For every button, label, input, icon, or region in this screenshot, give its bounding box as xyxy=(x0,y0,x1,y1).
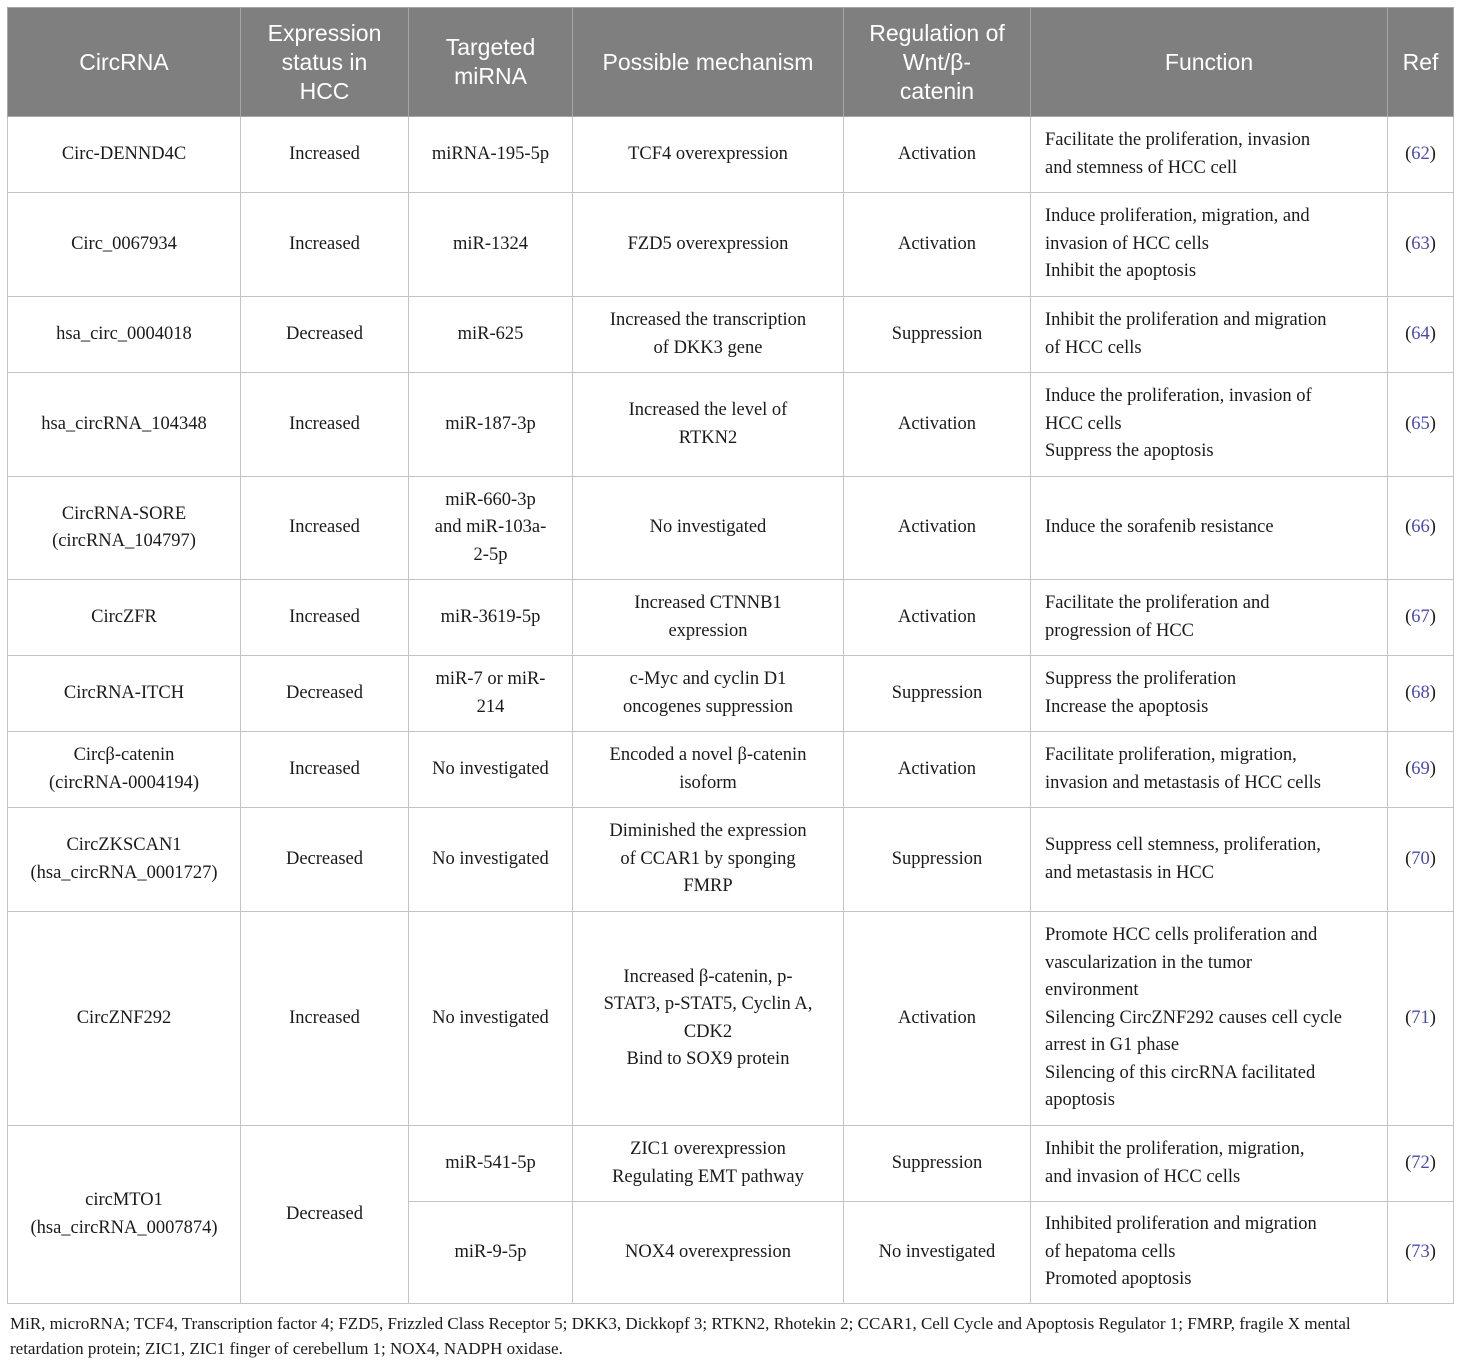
cell-mirna-line: and miR-103a- xyxy=(434,517,547,538)
cell-function-line: Increase the apoptosis xyxy=(1045,696,1209,717)
cell-mechanism-line: FMRP xyxy=(683,876,733,897)
cell-regulation xyxy=(844,808,1031,912)
cell-function xyxy=(1031,1202,1388,1304)
cell-mirna-line: miR-9-5p xyxy=(454,1241,527,1262)
reference-link[interactable]: 65 xyxy=(1411,413,1430,434)
table-row xyxy=(8,193,1454,297)
cell-ref: (64) xyxy=(1388,297,1454,373)
cell-regulation xyxy=(844,117,1031,193)
cell-function-line: apoptosis xyxy=(1045,1090,1115,1111)
cell-circrna-line: Circβ-catenin xyxy=(73,745,175,765)
circrna-table xyxy=(7,7,1454,1304)
cell-mechanism-line: Increased the level of xyxy=(628,400,788,420)
header-expression-status: Expression status in HCC xyxy=(241,8,409,117)
cell-expression xyxy=(241,373,409,477)
table-row xyxy=(8,117,1454,193)
cell-function-line: invasion of HCC cells xyxy=(1045,233,1209,254)
cell-function-line: Silencing CircZNF292 causes cell cycle xyxy=(1045,1007,1342,1028)
cell-mirna-line: miR-541-5p xyxy=(445,1152,536,1173)
cell-mirna-line: miR-660-3p xyxy=(445,489,536,510)
table-body xyxy=(8,117,1454,1304)
cell-function-line: and metastasis in HCC xyxy=(1045,862,1215,883)
table-row xyxy=(8,912,1454,1126)
cell-regulation-line: Activation xyxy=(897,233,977,254)
cell-function-line: invasion and metastasis of HCC cells xyxy=(1045,772,1321,793)
table-row xyxy=(8,732,1454,808)
cell-function-line: Inhibit the proliferation, migration, xyxy=(1045,1139,1305,1159)
reference-link[interactable]: 71 xyxy=(1411,1007,1430,1028)
cell-mirna-line: No investigated xyxy=(432,758,549,779)
cell-function-line: arrest in G1 phase xyxy=(1045,1035,1180,1056)
cell-mirna-line: 214 xyxy=(476,696,505,717)
cell-function-line: Induce proliferation, migration, and xyxy=(1045,206,1310,227)
cell-function-line: vascularization in the tumor xyxy=(1045,952,1253,973)
cell-mechanism xyxy=(573,117,844,193)
cell-ref: (71) xyxy=(1388,912,1454,1126)
cell-ref: (67) xyxy=(1388,580,1454,656)
cell-mechanism xyxy=(573,656,844,732)
table-row xyxy=(8,477,1454,580)
reference-link[interactable]: 68 xyxy=(1411,682,1430,703)
cell-mechanism-line: RTKN2 xyxy=(678,427,738,448)
cell-mechanism-line: FZD5 overexpression xyxy=(627,233,789,254)
cell-expression-line: Decreased xyxy=(285,848,364,869)
cell-function-line: environment xyxy=(1045,980,1139,1001)
cell-circrna-line: (circRNA_104797) xyxy=(52,531,196,551)
cell-mechanism-line: Increased CTNNB1 xyxy=(634,593,782,613)
cell-mechanism xyxy=(573,808,844,912)
cell-mirna xyxy=(409,912,573,1126)
header-regulation: Regulation of Wnt/β- catenin xyxy=(844,8,1031,117)
cell-regulation xyxy=(844,912,1031,1126)
cell-function-line: Silencing of this circRNA facilitated xyxy=(1045,1062,1316,1083)
cell-ref: (69) xyxy=(1388,732,1454,808)
cell-circrna-line: circMTO1 xyxy=(85,1190,163,1210)
cell-circrna-line: CircZFR xyxy=(91,606,157,627)
cell-mirna-line: miR-7 or miR- xyxy=(435,669,546,689)
cell-function-line: Suppress the apoptosis xyxy=(1045,441,1214,462)
cell-circrna-line: Circ-DENND4C xyxy=(61,143,187,164)
cell-expression-line: Increased xyxy=(289,143,360,164)
cell-circrna-line: hsa_circ_0004018 xyxy=(56,323,192,344)
cell-function xyxy=(1031,656,1388,732)
cell-expression xyxy=(241,732,409,808)
cell-mirna xyxy=(409,117,573,193)
cell-function xyxy=(1031,117,1388,193)
cell-mirna xyxy=(409,580,573,656)
cell-mirna-line: 2-5p xyxy=(473,544,508,565)
cell-mechanism xyxy=(573,732,844,808)
cell-mechanism-line: Increased β-catenin, p- xyxy=(623,966,793,987)
reference-link[interactable]: 69 xyxy=(1411,758,1430,779)
cell-circrna-line: CircRNA-ITCH xyxy=(63,682,185,703)
cell-ref: (65) xyxy=(1388,373,1454,477)
cell-mirna-line: miR-3619-5p xyxy=(440,606,541,627)
cell-regulation xyxy=(844,656,1031,732)
cell-mechanism xyxy=(573,580,844,656)
cell-regulation-line: Suppression xyxy=(891,848,983,869)
cell-function xyxy=(1031,297,1388,373)
header-row xyxy=(8,8,1454,117)
header-ref: Ref xyxy=(1388,8,1454,117)
cell-mechanism-line: ZIC1 overexpression xyxy=(630,1139,786,1159)
cell-circrna xyxy=(8,732,241,808)
cell-regulation-line: Activation xyxy=(897,1007,977,1028)
cell-expression xyxy=(241,580,409,656)
cell-function-line: Suppress the proliferation xyxy=(1045,669,1237,689)
cell-mirna xyxy=(409,297,573,373)
cell-mechanism-line: Regulating EMT pathway xyxy=(612,1166,804,1187)
cell-circrna xyxy=(8,912,241,1126)
cell-regulation xyxy=(844,297,1031,373)
cell-expression xyxy=(241,912,409,1126)
cell-function-line: Facilitate proliferation, migration, xyxy=(1045,745,1297,765)
cell-circrna xyxy=(8,193,241,297)
cell-circrna-line: CircRNA-SORE xyxy=(61,503,187,524)
cell-expression xyxy=(241,477,409,580)
cell-mirna-line: miRNA-195-5p xyxy=(431,143,550,164)
cell-expression xyxy=(241,117,409,193)
cell-function xyxy=(1031,193,1388,297)
header-targeted-mirna: Targeted miRNA xyxy=(409,8,573,117)
cell-mechanism xyxy=(573,477,844,580)
table-row xyxy=(8,297,1454,373)
reference-link[interactable]: 70 xyxy=(1411,848,1430,869)
cell-mirna xyxy=(409,732,573,808)
cell-function xyxy=(1031,732,1388,808)
table-row xyxy=(8,656,1454,732)
cell-function-line: progression of HCC xyxy=(1045,620,1195,641)
reference-link[interactable]: 62 xyxy=(1411,143,1430,164)
cell-mirna xyxy=(409,373,573,477)
cell-mechanism-line: of DKK3 gene xyxy=(653,337,763,358)
cell-mechanism-line: Bind to SOX9 protein xyxy=(626,1049,790,1069)
cell-regulation-line: Activation xyxy=(897,143,977,164)
cell-expression xyxy=(241,808,409,912)
header-circrna: CircRNA xyxy=(8,8,241,117)
cell-mirna xyxy=(409,1126,573,1202)
cell-circrna-line: (hsa_circRNA_0001727) xyxy=(30,862,218,883)
cell-function-line: Induce the sorafenib resistance xyxy=(1045,517,1274,538)
cell-function xyxy=(1031,808,1388,912)
cell-function-line: Promote HCC cells proliferation and xyxy=(1045,925,1318,946)
cell-mirna-line: miR-1324 xyxy=(452,233,529,254)
cell-mechanism xyxy=(573,193,844,297)
cell-regulation xyxy=(844,477,1031,580)
cell-mechanism-line: NOX4 overexpression xyxy=(625,1241,791,1262)
cell-circrna xyxy=(8,297,241,373)
cell-function xyxy=(1031,1126,1388,1202)
cell-regulation-line: Activation xyxy=(897,517,977,538)
cell-circrna-line: CircZNF292 xyxy=(76,1007,172,1028)
cell-mechanism-line: Encoded a novel β-catenin xyxy=(609,745,807,765)
cell-mechanism xyxy=(573,1126,844,1202)
cell-function xyxy=(1031,912,1388,1126)
cell-mechanism-line: of CCAR1 by sponging xyxy=(620,848,796,869)
cell-circrna-line: hsa_circRNA_104348 xyxy=(41,413,207,434)
reference-link[interactable]: 66 xyxy=(1411,517,1430,538)
cell-ref: (63) xyxy=(1388,193,1454,297)
table-row xyxy=(8,1126,1454,1202)
cell-mechanism-line: STAT3, p-STAT5, Cyclin A, xyxy=(603,994,813,1014)
cell-function-line: Inhibited proliferation and migration xyxy=(1045,1214,1317,1235)
cell-function-line: and stemness of HCC cell xyxy=(1045,157,1238,178)
cell-function-line: and invasion of HCC cells xyxy=(1045,1166,1241,1187)
cell-regulation-line: Suppression xyxy=(891,323,983,344)
cell-ref: (68) xyxy=(1388,656,1454,732)
cell-mechanism xyxy=(573,912,844,1126)
cell-function-line: Promoted apoptosis xyxy=(1045,1269,1192,1290)
cell-expression-line: Increased xyxy=(289,606,360,627)
cell-function-line: Induce the proliferation, invasion of xyxy=(1045,386,1312,407)
cell-mechanism-line: oncogenes suppression xyxy=(622,696,794,717)
cell-function xyxy=(1031,580,1388,656)
table-row xyxy=(8,808,1454,912)
cell-circrna-line: (hsa_circRNA_0007874) xyxy=(30,1217,218,1238)
cell-expression-line: Decreased xyxy=(285,323,364,344)
cell-function-line: Suppress cell stemness, proliferation, xyxy=(1045,835,1321,855)
cell-mechanism-line: Diminished the expression xyxy=(609,821,807,842)
cell-mirna xyxy=(409,477,573,580)
cell-expression xyxy=(241,1126,409,1304)
cell-mirna xyxy=(409,1202,573,1304)
reference-link[interactable]: 64 xyxy=(1411,323,1430,344)
cell-circrna xyxy=(8,808,241,912)
table-row xyxy=(8,373,1454,477)
cell-regulation-line: No investigated xyxy=(878,1241,996,1262)
cell-regulation-line: Activation xyxy=(897,758,977,779)
cell-circrna-line: CircZKSCAN1 xyxy=(66,835,182,855)
table-row xyxy=(8,580,1454,656)
cell-circrna xyxy=(8,580,241,656)
cell-expression-line: Decreased xyxy=(285,1203,364,1224)
cell-function-line: of hepatoma cells xyxy=(1045,1241,1176,1262)
cell-regulation xyxy=(844,580,1031,656)
cell-mirna xyxy=(409,808,573,912)
cell-expression-line: Increased xyxy=(289,413,360,434)
cell-mirna-line: No investigated xyxy=(432,1007,549,1028)
cell-function-line: Facilitate the proliferation and xyxy=(1045,593,1270,613)
header-function: Function xyxy=(1031,8,1388,117)
cell-expression xyxy=(241,297,409,373)
cell-mechanism-line: expression xyxy=(668,620,748,641)
cell-ref: (66) xyxy=(1388,477,1454,580)
cell-circrna xyxy=(8,656,241,732)
cell-mechanism-line: TCF4 overexpression xyxy=(628,143,788,164)
cell-regulation-line: Suppression xyxy=(891,682,983,703)
cell-mechanism xyxy=(573,1202,844,1304)
cell-expression-line: Decreased xyxy=(285,682,364,703)
cell-regulation xyxy=(844,373,1031,477)
reference-link[interactable]: 63 xyxy=(1411,233,1430,254)
cell-mechanism xyxy=(573,373,844,477)
cell-regulation xyxy=(844,732,1031,808)
cell-circrna xyxy=(8,477,241,580)
cell-circrna-line: Circ_0067934 xyxy=(71,233,177,254)
cell-regulation xyxy=(844,1126,1031,1202)
cell-expression xyxy=(241,193,409,297)
cell-function-line: HCC cells xyxy=(1045,413,1122,434)
cell-function-line: of HCC cells xyxy=(1045,337,1142,358)
cell-mechanism-line: No investigated xyxy=(649,517,767,538)
cell-circrna-line: (circRNA-0004194) xyxy=(48,772,199,793)
cell-circrna xyxy=(8,373,241,477)
cell-mirna-line: No investigated xyxy=(432,848,549,869)
cell-mechanism-line: isoform xyxy=(679,772,737,793)
cell-mirna xyxy=(409,656,573,732)
cell-mechanism-line: c-Myc and cyclin D1 xyxy=(629,669,787,689)
cell-ref: (70) xyxy=(1388,808,1454,912)
cell-expression-line: Increased xyxy=(289,758,360,779)
reference-link[interactable]: 72 xyxy=(1411,1152,1430,1173)
cell-ref: (62) xyxy=(1388,117,1454,193)
reference-link[interactable]: 73 xyxy=(1411,1241,1430,1262)
cell-regulation-line: Suppression xyxy=(891,1152,983,1173)
cell-function xyxy=(1031,477,1388,580)
cell-regulation xyxy=(844,1202,1031,1304)
cell-circrna xyxy=(8,117,241,193)
cell-expression xyxy=(241,656,409,732)
cell-function-line: Facilitate the proliferation, invasion xyxy=(1045,130,1311,150)
cell-regulation xyxy=(844,193,1031,297)
cell-mirna-line: miR-625 xyxy=(457,323,524,344)
table-footnote: MiR, microRNA; TCF4, Transcription factor 4; FZD5, Frizzled Class Receptor 5; DKK3, Dickkopf 3; RTKN2, Rhotekin 2; CCAR1, Cell Cycle and Apoptosis Regulator 1; FMRP, fragile X mental retardation protein; ZIC1, ZIC1 finger of cerebellum 1; NOX4, NADPH oxidase. xyxy=(10,1314,1351,1358)
cell-ref: (73) xyxy=(1388,1202,1454,1304)
cell-regulation-line: Activation xyxy=(897,413,977,434)
cell-mechanism xyxy=(573,297,844,373)
header-possible-mechanism: Possible mechanism xyxy=(573,8,844,117)
cell-mechanism-line: Increased the transcription xyxy=(609,310,807,330)
cell-regulation-line: Activation xyxy=(897,606,977,627)
cell-expression-line: Increased xyxy=(289,517,360,538)
cell-mechanism-line: CDK2 xyxy=(683,1021,733,1042)
cell-circrna xyxy=(8,1126,241,1304)
cell-function-line: Inhibit the proliferation and migration xyxy=(1045,310,1327,330)
cell-expression-line: Increased xyxy=(289,233,360,254)
reference-link[interactable]: 67 xyxy=(1411,606,1430,627)
cell-mirna xyxy=(409,193,573,297)
cell-mirna-line: miR-187-3p xyxy=(445,413,536,434)
cell-function xyxy=(1031,373,1388,477)
cell-ref: (72) xyxy=(1388,1126,1454,1202)
cell-function-line: Inhibit the apoptosis xyxy=(1045,261,1197,282)
cell-expression-line: Increased xyxy=(289,1007,360,1028)
